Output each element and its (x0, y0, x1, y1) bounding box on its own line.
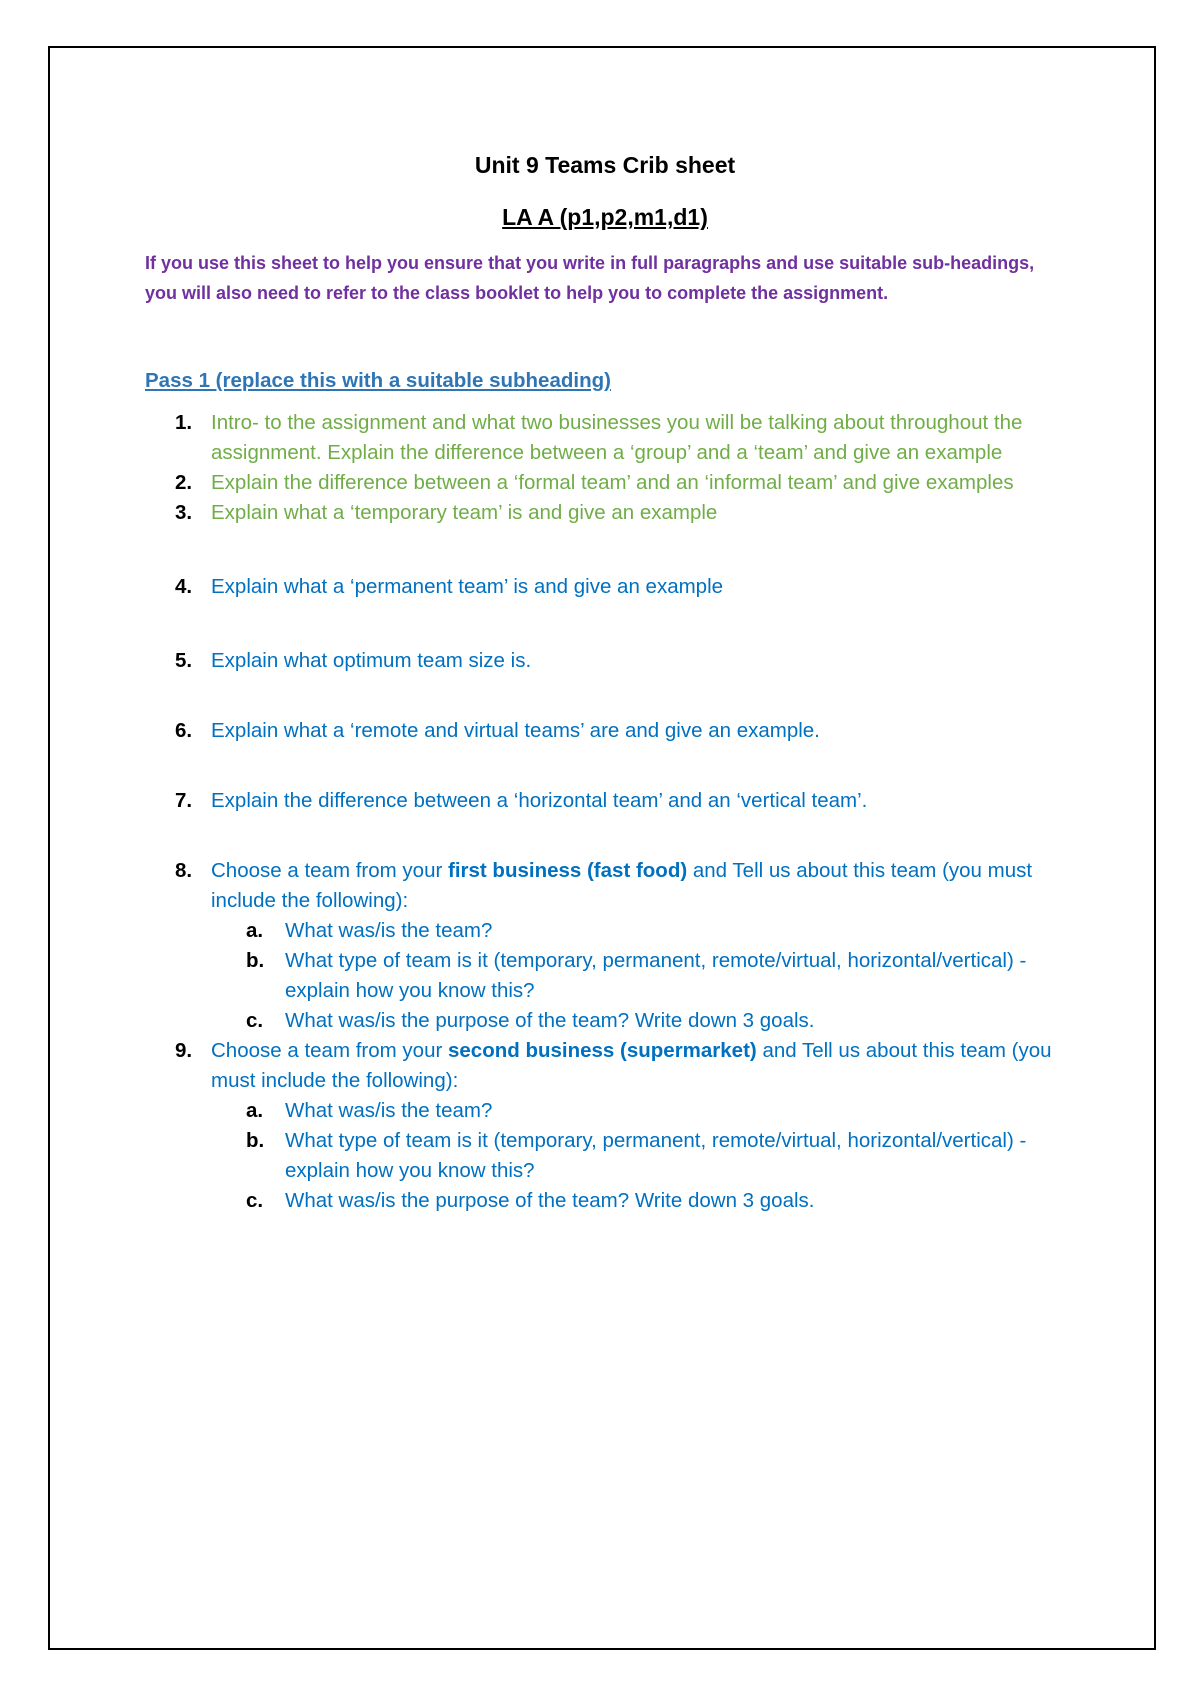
task-text-after: and Tell us about this team (you must include the following): (211, 859, 1033, 912)
sub-text: What type of team is it (temporary, permanent, remote/virtual, horizontal/vertical) - explain how you know this? (285, 1129, 1027, 1182)
task-item-2 (145, 468, 1065, 498)
task-text-before: Choose a team from your (211, 859, 448, 882)
task-text: Explain the difference between a ‘formal team’ and an ‘informal team’ and give examples (211, 471, 1014, 494)
task-number: 8. (175, 859, 193, 882)
task-text: Intro- to the assignment and what two businesses you will be talking about throughout the assignment. Explain the difference between a ‘group’ and a ‘team’ and give an example (211, 411, 1023, 464)
sub-text: What was/is the team? (285, 919, 493, 942)
task-number: 1. (175, 411, 193, 434)
task-number: 6. (175, 719, 193, 742)
task-business-name: first business (fast food) (448, 859, 688, 882)
sub-text: What type of team is it (temporary, permanent, remote/virtual, horizontal/vertical) - explain how you know this? (285, 949, 1027, 1002)
task-text: Explain what a ‘permanent team’ is and give an example (211, 575, 724, 598)
sub-list (211, 1096, 1065, 1216)
task-text (211, 859, 1032, 912)
task-item-1 (145, 408, 1065, 468)
task-item-9 (145, 1036, 1065, 1216)
task-text (211, 1039, 1052, 1092)
sub-item-c (211, 1186, 1065, 1216)
task-item-4 (145, 572, 1065, 602)
task-text: Explain the difference between a ‘horizontal team’ and an ‘vertical team’. (211, 789, 868, 812)
sub-letter: b. (246, 1129, 265, 1152)
sub-item-b (211, 946, 1065, 1006)
intro-note: If you use this sheet to help you ensure that you write in full paragraphs and use suitable sub-headings, you will also need to refer to the class booklet to help you to complete the assignment. (145, 253, 1035, 303)
task-number: 9. (175, 1039, 193, 1062)
document-title: Unit 9 Teams Crib sheet (474, 152, 736, 178)
task-number: 7. (175, 789, 193, 812)
task-text: Explain what a ‘temporary team’ is and give an example (211, 501, 718, 524)
task-number: 2. (175, 471, 193, 494)
task-text: Explain what optimum team size is. (211, 649, 532, 672)
task-number: 4. (175, 575, 193, 598)
task-item-7 (145, 786, 1065, 816)
sub-text: What was/is the purpose of the team? Write down 3 goals. (285, 1009, 815, 1032)
document-subtitle: LA A (p1,p2,m1,d1) (502, 204, 708, 230)
sub-item-a (211, 1096, 1065, 1126)
sub-letter: a. (246, 1099, 264, 1122)
sub-item-a (211, 916, 1065, 946)
sub-letter: a. (246, 919, 264, 942)
sub-letter: c. (246, 1009, 264, 1032)
task-business-name: second business (supermarket) (448, 1039, 757, 1062)
task-item-3 (145, 498, 1065, 528)
sub-text: What was/is the team? (285, 1099, 493, 1122)
task-text-after: and Tell us about this team (you must include the following): (211, 1039, 1052, 1092)
sub-letter: c. (246, 1189, 264, 1212)
sub-list (211, 916, 1065, 1036)
document-body (145, 142, 1065, 1216)
task-item-8 (145, 856, 1065, 1036)
task-list (145, 408, 1065, 1216)
task-number: 3. (175, 501, 193, 524)
sub-item-b (211, 1126, 1065, 1186)
task-number: 5. (175, 649, 193, 672)
section-heading-pass-1: Pass 1 (replace this with a suitable subheading) (145, 369, 611, 392)
sub-letter: b. (246, 949, 265, 972)
task-text-before: Choose a team from your (211, 1039, 448, 1062)
sub-text: What was/is the purpose of the team? Write down 3 goals. (285, 1189, 815, 1212)
task-item-6 (145, 716, 1065, 746)
sub-item-c (211, 1006, 1065, 1036)
task-text: Explain what a ‘remote and virtual teams’ are and give an example. (211, 719, 820, 742)
task-item-5 (145, 646, 1065, 676)
